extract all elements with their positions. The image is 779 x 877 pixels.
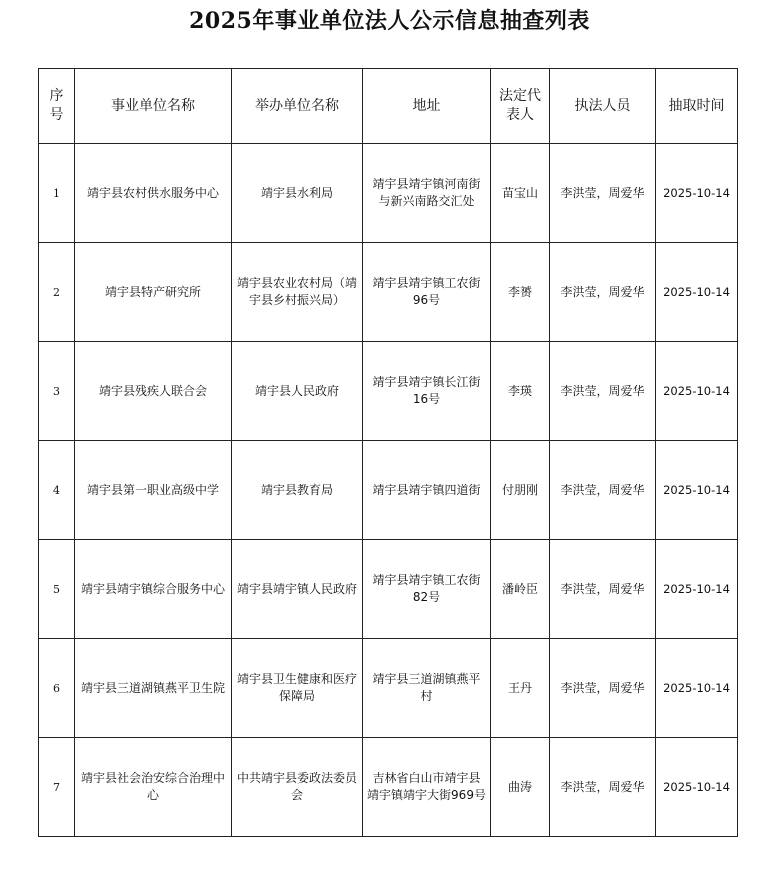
cell-unit-name: 靖宇县特产研究所 — [75, 243, 232, 342]
cell-sponsor: 靖宇县靖宇镇人民政府 — [232, 540, 363, 639]
table-row — [39, 540, 738, 639]
table-row — [39, 639, 738, 738]
inspection-table — [38, 68, 738, 837]
cell-sample-time: 2025-10-14 — [656, 639, 738, 738]
cell-officers: 李洪莹，周爱华 — [550, 243, 656, 342]
cell-legal-rep: 付朋刚 — [491, 441, 550, 540]
header-sponsor: 举办单位名称 — [232, 69, 363, 144]
cell-officers: 李洪莹，周爱华 — [550, 144, 656, 243]
cell-unit-name: 靖宇县第一职业高级中学 — [75, 441, 232, 540]
cell-unit-name: 靖宇县农村供水服务中心 — [75, 144, 232, 243]
cell-address: 吉林省白山市靖宇县靖宇镇靖宇大街969号 — [363, 738, 491, 837]
cell-unit-name: 靖宇县三道湖镇燕平卫生院 — [75, 639, 232, 738]
header-legal-rep: 法定代表人 — [491, 69, 550, 144]
cell-legal-rep: 苗宝山 — [491, 144, 550, 243]
cell-no: 2 — [39, 243, 75, 342]
cell-legal-rep: 潘岭臣 — [491, 540, 550, 639]
cell-sample-time: 2025-10-14 — [656, 144, 738, 243]
cell-address: 靖宇县靖宇镇工农街82号 — [363, 540, 491, 639]
header-officers: 执法人员 — [550, 69, 656, 144]
cell-sample-time: 2025-10-14 — [656, 243, 738, 342]
cell-officers: 李洪莹，周爱华 — [550, 540, 656, 639]
table-row — [39, 738, 738, 837]
cell-officers: 李洪莹，周爱华 — [550, 639, 656, 738]
cell-sample-time: 2025-10-14 — [656, 540, 738, 639]
header-address: 地址 — [363, 69, 491, 144]
cell-officers: 李洪莹，周爱华 — [550, 738, 656, 837]
cell-no: 5 — [39, 540, 75, 639]
cell-legal-rep: 李瑛 — [491, 342, 550, 441]
header-sample-time: 抽取时间 — [656, 69, 738, 144]
table-row — [39, 144, 738, 243]
cell-legal-rep: 李赟 — [491, 243, 550, 342]
cell-no: 4 — [39, 441, 75, 540]
page-title: 2025年事业单位法人公示信息抽查列表 — [189, 8, 590, 34]
cell-no: 7 — [39, 738, 75, 837]
cell-sponsor: 靖宇县农业农村局（靖宇县乡村振兴局） — [232, 243, 363, 342]
cell-unit-name: 靖宇县残疾人联合会 — [75, 342, 232, 441]
cell-sponsor: 靖宇县人民政府 — [232, 342, 363, 441]
header-unit-name: 事业单位名称 — [75, 69, 232, 144]
cell-sponsor: 靖宇县水利局 — [232, 144, 363, 243]
cell-no: 6 — [39, 639, 75, 738]
table-header — [39, 69, 738, 144]
cell-no: 1 — [39, 144, 75, 243]
table-row — [39, 243, 738, 342]
table-body — [39, 144, 738, 837]
table-row — [39, 441, 738, 540]
table-row — [39, 342, 738, 441]
cell-sample-time: 2025-10-14 — [656, 738, 738, 837]
cell-address: 靖宇县三道湖镇燕平村 — [363, 639, 491, 738]
cell-sponsor: 靖宇县卫生健康和医疗保障局 — [232, 639, 363, 738]
cell-no: 3 — [39, 342, 75, 441]
cell-legal-rep: 王丹 — [491, 639, 550, 738]
cell-officers: 李洪莹，周爱华 — [550, 441, 656, 540]
header-no: 序号 — [39, 69, 75, 144]
cell-sponsor: 靖宇县教育局 — [232, 441, 363, 540]
cell-unit-name: 靖宇县靖宇镇综合服务中心 — [75, 540, 232, 639]
cell-address: 靖宇县靖宇镇长江街16号 — [363, 342, 491, 441]
cell-sponsor: 中共靖宇县委政法委员会 — [232, 738, 363, 837]
cell-address: 靖宇县靖宇镇工农街96号 — [363, 243, 491, 342]
cell-address: 靖宇县靖宇镇四道街 — [363, 441, 491, 540]
cell-sample-time: 2025-10-14 — [656, 441, 738, 540]
cell-sample-time: 2025-10-14 — [656, 342, 738, 441]
cell-officers: 李洪莹，周爱华 — [550, 342, 656, 441]
cell-address: 靖宇县靖宇镇河南街与新兴南路交汇处 — [363, 144, 491, 243]
cell-legal-rep: 曲涛 — [491, 738, 550, 837]
cell-unit-name: 靖宇县社会治安综合治理中心 — [75, 738, 232, 837]
header-row — [39, 69, 738, 144]
